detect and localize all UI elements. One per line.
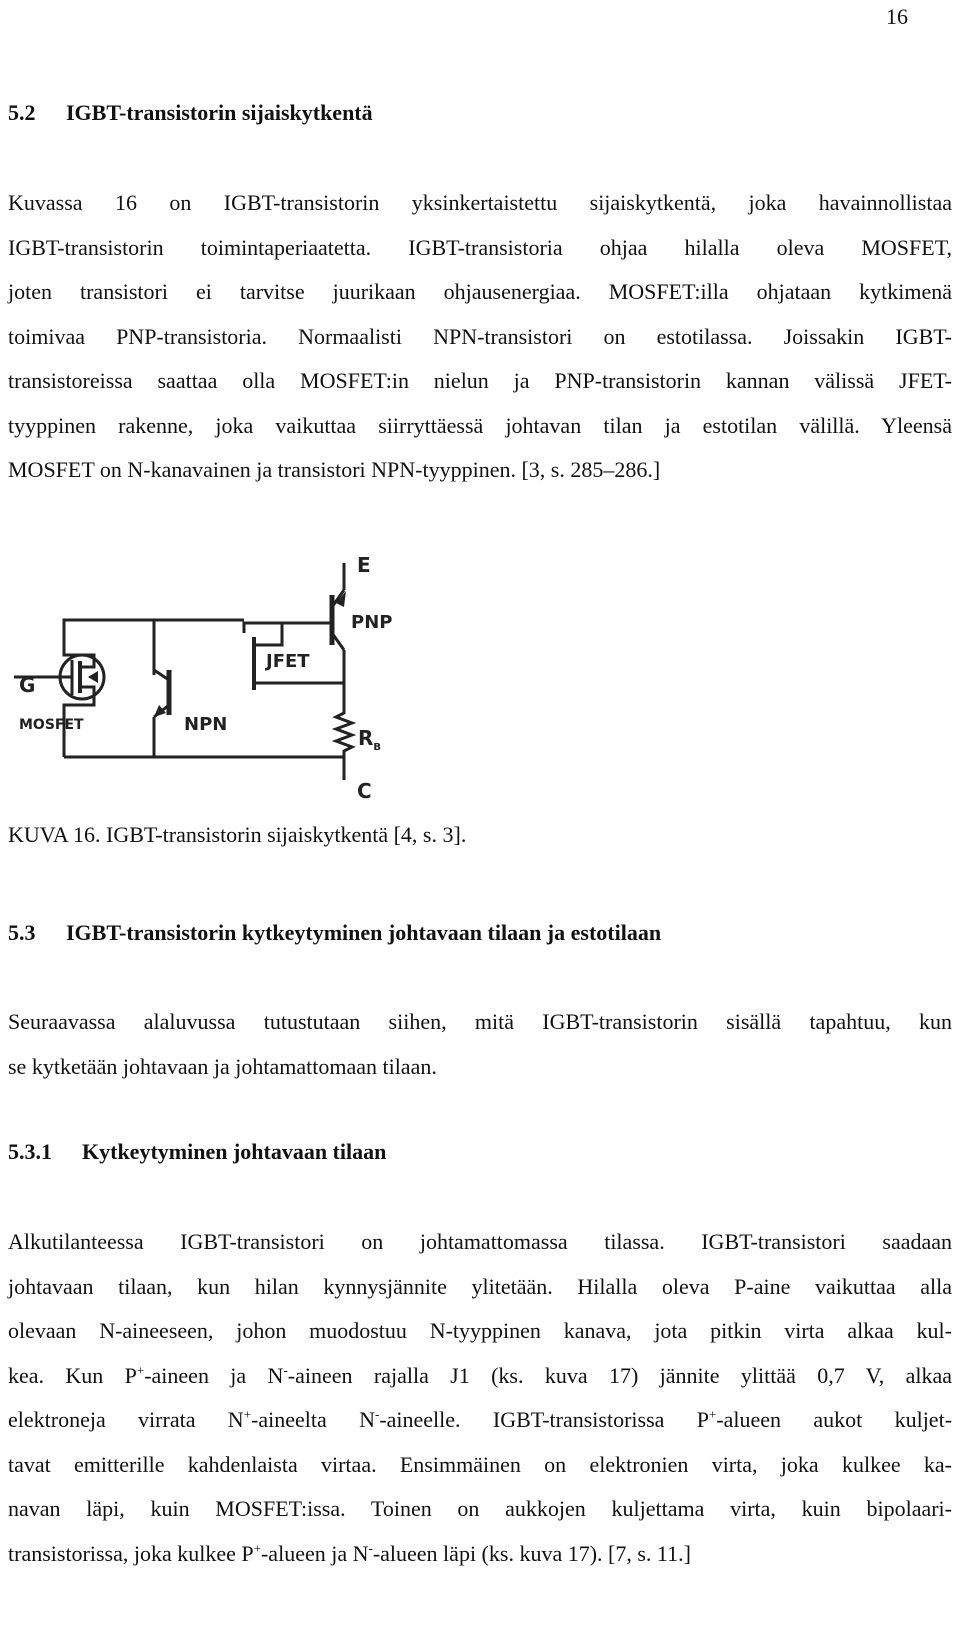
paragraph-intro xyxy=(8,181,952,493)
text-line: tavat emitterille kahdenlaista virtaa. Ensimmäinen on elektronien virta, joka kulkee ka- xyxy=(8,1451,952,1477)
emitter-label: E xyxy=(357,553,371,577)
text-line: joten transistori ei tarvitse juurikaan ohjausenergiaa. MOSFET:illa ohjataan kytkimenä xyxy=(8,279,952,304)
section-number: 5.3 xyxy=(8,920,36,945)
text-line: MOSFET on N-kanavainen ja transistori NPN-tyyppinen. [3, s. 285–286.] xyxy=(8,457,661,482)
section-heading-5-3-1 xyxy=(8,1139,386,1165)
npn-arrow xyxy=(154,705,166,717)
text-line: toimivaa PNP-transistoria. Normaalisti NPN-transistori on estotilassa. Joissakin IGBT- xyxy=(8,323,952,349)
text-line: tyyppinen rakenne, joka vaikuttaa siirryttäessä johtavan tilan ja estotilan välillä. Yleensä xyxy=(8,412,952,438)
section-heading-5-2 xyxy=(8,100,373,126)
text-line: IGBT-transistorin toimintaperiaatetta. IGBT-transistoria ohjaa hilalla oleva MOSFET, xyxy=(8,234,952,260)
text-line: transistoreissa saattaa olla MOSFET:in nielun ja PNP-transistorin kannan välissä JFET- xyxy=(8,368,952,393)
text-line: Seuraavassa alaluvussa tutustutaan siihen, mitä IGBT-transistorin sisällä tapahtuu, kun xyxy=(8,1009,952,1034)
section-number: 5.2 xyxy=(8,100,36,125)
pnp-label: PNP xyxy=(351,612,393,633)
page-number: 16 xyxy=(886,4,908,29)
jfet-label: JFET xyxy=(266,651,310,672)
text-line: transistorissa, joka kulkee P+-alueen ja N--alueen läpi (ks. kuva 17). [7, s. 11.] xyxy=(8,1540,691,1566)
resistor-rb xyxy=(336,707,352,780)
npn-label: NPN xyxy=(184,714,228,735)
paragraph-section-5-3 xyxy=(8,1000,952,1089)
text-line: elektroneja virrata N+-aineelta N--aineelle. IGBT-transistorissa P+-alueen aukot kuljet- xyxy=(8,1406,953,1432)
figure-caption: KUVA 16. IGBT-transistorin sijaiskytkentä [4, s. 3]. xyxy=(8,822,467,847)
section-title: Kytkeytyminen johtavaan tilaan xyxy=(82,1139,387,1164)
igbt-equivalent-circuit-figure xyxy=(14,545,404,805)
section-number: 5.3.1 xyxy=(8,1139,52,1164)
gate-label: G xyxy=(19,673,36,697)
section-heading-5-3 xyxy=(8,920,661,946)
mosfet-arrow xyxy=(88,671,98,683)
collector-label: C xyxy=(357,779,372,803)
text-line: olevaan N-aineeseen, johon muodostuu N-tyyppinen kanava, jota pitkin virta alkaa kul- xyxy=(8,1318,952,1343)
text-line: navan läpi, kuin MOSFET:issa. Toinen on aukkojen kuljettama virta, kuin bipolaari- xyxy=(8,1496,952,1521)
rb-label: $R_B$ xyxy=(358,726,382,753)
text-line: se kytketään johtavaan ja johtamattomaan tilaan. xyxy=(8,1053,437,1079)
jfet-drain xyxy=(254,633,282,645)
text-line: kea. Kun P+-aineen ja N--aineen rajalla J1 (ks. kuva 17) jännite ylittää 0,7 V, alkaa xyxy=(8,1362,952,1388)
text-line: Kuvassa 16 on IGBT-transistorin yksinkertaistettu sijaiskytkentä, joka havainnollistaa xyxy=(8,190,952,215)
section-title: IGBT-transistorin kytkeytyminen johtavaan tilaan ja estotilaan xyxy=(66,920,662,945)
section-title: IGBT-transistorin sijaiskytkentä xyxy=(66,100,373,125)
mosfet-label: MOSFET xyxy=(19,717,84,733)
pnp-base-wire xyxy=(244,623,332,633)
text-line: Alkutilanteessa IGBT-transistori on johtamattomassa tilassa. IGBT-transistori saadaan xyxy=(8,1229,952,1254)
text-line: johtavaan tilaan, kun hilan kynnysjännite ylitetään. Hilalla oleva P-aine vaikuttaa alla xyxy=(8,1273,952,1299)
paragraph-section-5-3-1 xyxy=(8,1220,952,1576)
